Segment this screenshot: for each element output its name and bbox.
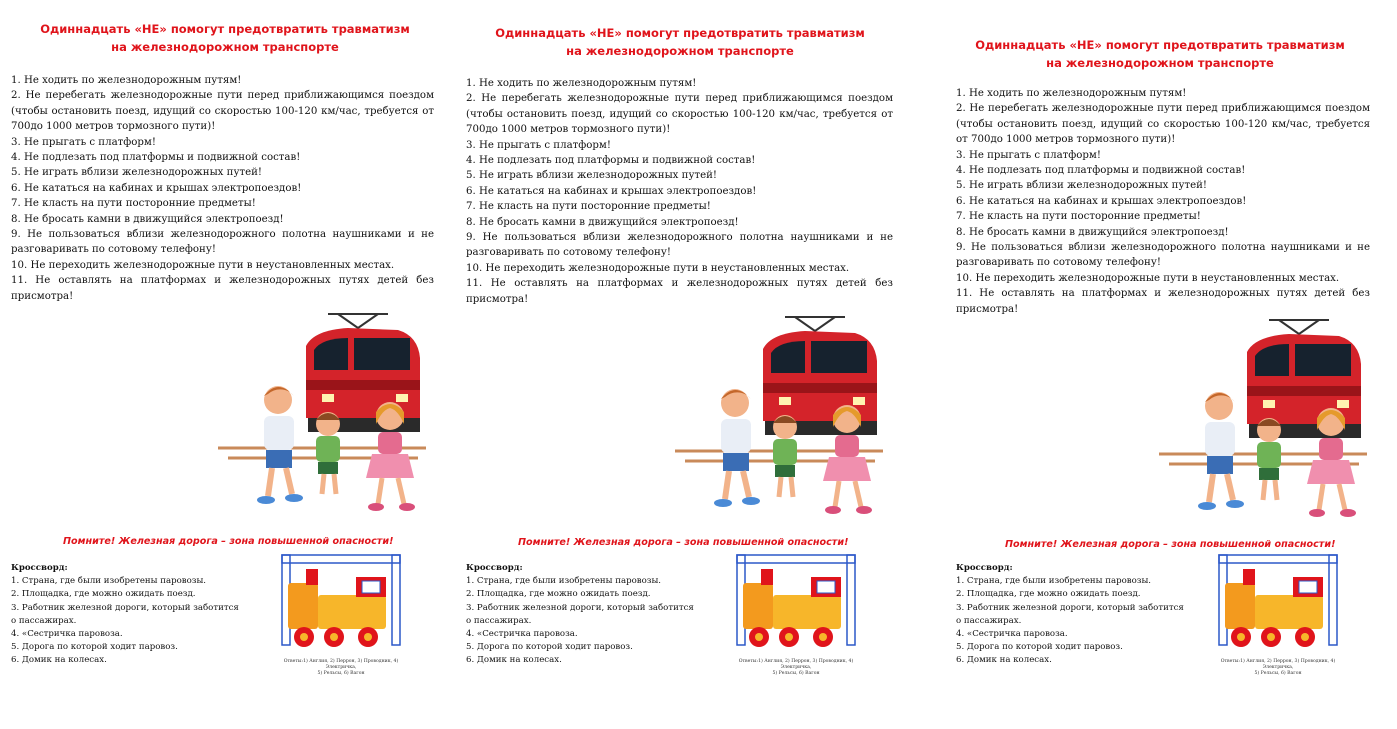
leaflet-panel-2 bbox=[455, 0, 905, 729]
title-line-1: Одиннадцать «НЕ» помогут предотвратить травматизм bbox=[975, 38, 1345, 52]
crossword-train-puzzle bbox=[270, 553, 410, 655]
leaflet-panel-3 bbox=[945, 0, 1395, 729]
rule-item: 5. Не играть вблизи железнодорожных путей! bbox=[956, 180, 1207, 192]
crossword-item: 6. Домик на колесах. bbox=[11, 655, 107, 666]
rule-item: 7. Не класть на пути посторонние предметы! bbox=[956, 211, 1201, 223]
title-line-1: Одиннадцать «НЕ» помогут предотвратить травматизм bbox=[495, 26, 865, 40]
rule-item: 4. Не подлезать под платформы и подвижной состав! bbox=[466, 155, 756, 167]
leaflet-title bbox=[0, 20, 450, 56]
rule-item: 7. Не класть на пути посторонние предметы! bbox=[11, 198, 256, 210]
title-line-2: на железнодорожном транспорте bbox=[1046, 56, 1274, 70]
warning-text: Помните! Железная дорога – зона повышенной опасности! bbox=[63, 536, 394, 547]
leaflet-panel-1 bbox=[0, 0, 450, 729]
crossword-title: Кроссворд: bbox=[11, 563, 68, 573]
warning-text: Помните! Железная дорога – зона повышенной опасности! bbox=[518, 537, 849, 548]
title-line-1: Одиннадцать «НЕ» помогут предотвратить травматизм bbox=[40, 22, 410, 36]
title-line-2: на железнодорожном транспорте bbox=[566, 44, 794, 58]
crossword-item: 1. Страна, где были изобретены паровозы. bbox=[466, 576, 662, 587]
rule-item: 10. Не переходить железнодорожные пути в неустановленных местах. bbox=[11, 259, 395, 271]
answers-line-2: 5) Рельсы, 6) Вагон bbox=[772, 671, 820, 676]
crossword-item: 5. Дорога по которой ходит паровоз. bbox=[11, 642, 178, 653]
rules-list bbox=[11, 73, 434, 304]
answers-line-1: Ответы:1) Англия, 2) Перрон, 3) Проводник, 4) Электричка, bbox=[283, 659, 399, 670]
crossword-answers bbox=[723, 659, 869, 677]
rule-item: 5. Не играть вблизи железнодорожных путей! bbox=[466, 170, 717, 182]
crossword-item: о пассажирах. bbox=[466, 615, 532, 626]
crossword-item: 3. Работник железной дороги, который заботится bbox=[956, 602, 1184, 613]
crossword-answers bbox=[268, 659, 414, 677]
crossword-title: Кроссворд: bbox=[956, 563, 1013, 573]
rule-item: 8. Не бросать камни в движущийся электропоезд! bbox=[11, 213, 284, 225]
answers-line-1: Ответы:1) Англия, 2) Перрон, 3) Проводник, 4) Электричка, bbox=[1220, 659, 1336, 670]
rule-item: 2. Не перебегать железнодорожные пути перед приближающимся поездом (чтобы остановить поезд, идущий со скоростью 100-120 км/час, требуется от 700до 1000 метров тормозного пути)! bbox=[956, 103, 1370, 146]
crossword-answers bbox=[1205, 659, 1351, 677]
crossword-item: 4. «Сестричка паровоза. bbox=[956, 629, 1068, 640]
rule-item: 3. Не прыгать с платформ! bbox=[466, 139, 611, 151]
crossword-item: о пассажирах. bbox=[956, 615, 1022, 626]
rule-item: 3. Не прыгать с платформ! bbox=[956, 149, 1101, 161]
answers-line-2: 5) Рельсы, 6) Вагон bbox=[317, 671, 365, 676]
crossword-item: 2. Площадка, где можно ожидать поезд. bbox=[956, 589, 1141, 600]
crossword-item: 5. Дорога по которой ходит паровоз. bbox=[466, 642, 633, 653]
crossword-item: 2. Площадка, где можно ожидать поезд. bbox=[466, 589, 651, 600]
rule-item: 4. Не подлезать под платформы и подвижной состав! bbox=[956, 165, 1246, 177]
crossword-list bbox=[11, 575, 239, 667]
crossword-questions bbox=[956, 562, 1184, 668]
crossword-questions bbox=[11, 562, 239, 668]
rule-item: 2. Не перебегать железнодорожные пути перед приближающимся поездом (чтобы остановить поезд, идущий со скоростью 100-120 км/час, требуется от 700до 1000 метров тормозного пути)! bbox=[466, 93, 893, 136]
leaflet-title bbox=[455, 24, 905, 60]
crossword-item: 3. Работник железной дороги, который заботится bbox=[11, 602, 239, 613]
rule-item: 8. Не бросать камни в движущийся электропоезд! bbox=[956, 226, 1229, 238]
crossword-train-puzzle bbox=[1207, 553, 1347, 655]
warning-text: Помните! Железная дорога – зона повышенной опасности! bbox=[1005, 539, 1336, 550]
rule-item: 8. Не бросать камни в движущийся электропоезд! bbox=[466, 216, 739, 228]
rule-item: 1. Не ходить по железнодорожным путям! bbox=[11, 75, 242, 86]
rule-item: 4. Не подлезать под платформы и подвижной состав! bbox=[11, 152, 301, 164]
rule-item: 10. Не переходить железнодорожные пути в неустановленных местах. bbox=[956, 272, 1340, 284]
crossword-questions bbox=[466, 562, 694, 668]
crossword-item: 3. Работник железной дороги, который заботится bbox=[466, 602, 694, 613]
rule-item: 1. Не ходить по железнодорожным путям! bbox=[956, 88, 1187, 99]
crossword-list bbox=[466, 575, 694, 667]
rule-item: 11. Не оставлять на платформах и железнодорожных путях детей без присмотра! bbox=[11, 275, 434, 302]
train-children-illustration bbox=[1159, 314, 1367, 519]
rule-item: 6. Не кататься на кабинах и крышах электропоездов! bbox=[11, 182, 302, 194]
rule-item: 10. Не переходить железнодорожные пути в неустановленных местах. bbox=[466, 262, 850, 274]
rule-item: 1. Не ходить по железнодорожным путям! bbox=[466, 78, 697, 89]
rule-item: 9. Не пользоваться вблизи железнодорожного полотна наушниками и не разговаривать по сотовому телефону! bbox=[466, 232, 893, 259]
rule-item: 2. Не перебегать железнодорожные пути перед приближающимся поездом (чтобы остановить поезд, идущий со скоростью 100-120 км/час, требуется от 700до 1000 метров тормозного пути)! bbox=[11, 90, 434, 133]
rule-item: 5. Не играть вблизи железнодорожных путей! bbox=[11, 167, 262, 179]
rule-item: 11. Не оставлять на платформах и железнодорожных путях детей без присмотра! bbox=[466, 278, 893, 305]
train-children-illustration bbox=[675, 311, 883, 516]
crossword-item: о пассажирах. bbox=[11, 615, 77, 626]
crossword-item: 6. Домик на колесах. bbox=[466, 655, 562, 666]
crossword-item: 4. «Сестричка паровоза. bbox=[466, 629, 578, 640]
rules-list bbox=[956, 86, 1370, 317]
rule-item: 6. Не кататься на кабинах и крышах электропоездов! bbox=[466, 185, 757, 197]
answers-line-2: 5) Рельсы, 6) Вагон bbox=[1254, 671, 1302, 676]
answers-line-1: Ответы:1) Англия, 2) Перрон, 3) Проводник, 4) Электричка, bbox=[738, 659, 854, 670]
crossword-item: 4. «Сестричка паровоза. bbox=[11, 629, 123, 640]
rule-item: 7. Не класть на пути посторонние предметы! bbox=[466, 201, 711, 213]
rule-item: 9. Не пользоваться вблизи железнодорожного полотна наушниками и не разговаривать по сотовому телефону! bbox=[11, 229, 434, 256]
crossword-item: 1. Страна, где были изобретены паровозы. bbox=[11, 576, 207, 587]
rules-list bbox=[466, 76, 893, 307]
rule-item: 6. Не кататься на кабинах и крышах электропоездов! bbox=[956, 195, 1247, 207]
train-children-illustration bbox=[218, 308, 426, 513]
crossword-item: 1. Страна, где были изобретены паровозы. bbox=[956, 576, 1152, 587]
crossword-item: 5. Дорога по которой ходит паровоз. bbox=[956, 642, 1123, 653]
rule-item: 3. Не прыгать с платформ! bbox=[11, 136, 156, 148]
crossword-item: 2. Площадка, где можно ожидать поезд. bbox=[11, 589, 196, 600]
leaflet-title bbox=[945, 36, 1375, 72]
crossword-list bbox=[956, 575, 1184, 667]
crossword-title: Кроссворд: bbox=[466, 563, 523, 573]
rule-item: 9. Не пользоваться вблизи железнодорожного полотна наушниками и не разговаривать по сотовому телефону! bbox=[956, 242, 1370, 269]
rule-item: 11. Не оставлять на платформах и железнодорожных путях детей без присмотра! bbox=[956, 288, 1370, 315]
crossword-train-puzzle bbox=[725, 553, 865, 655]
crossword-item: 6. Домик на колесах. bbox=[956, 655, 1052, 666]
title-line-2: на железнодорожном транспорте bbox=[111, 40, 339, 54]
